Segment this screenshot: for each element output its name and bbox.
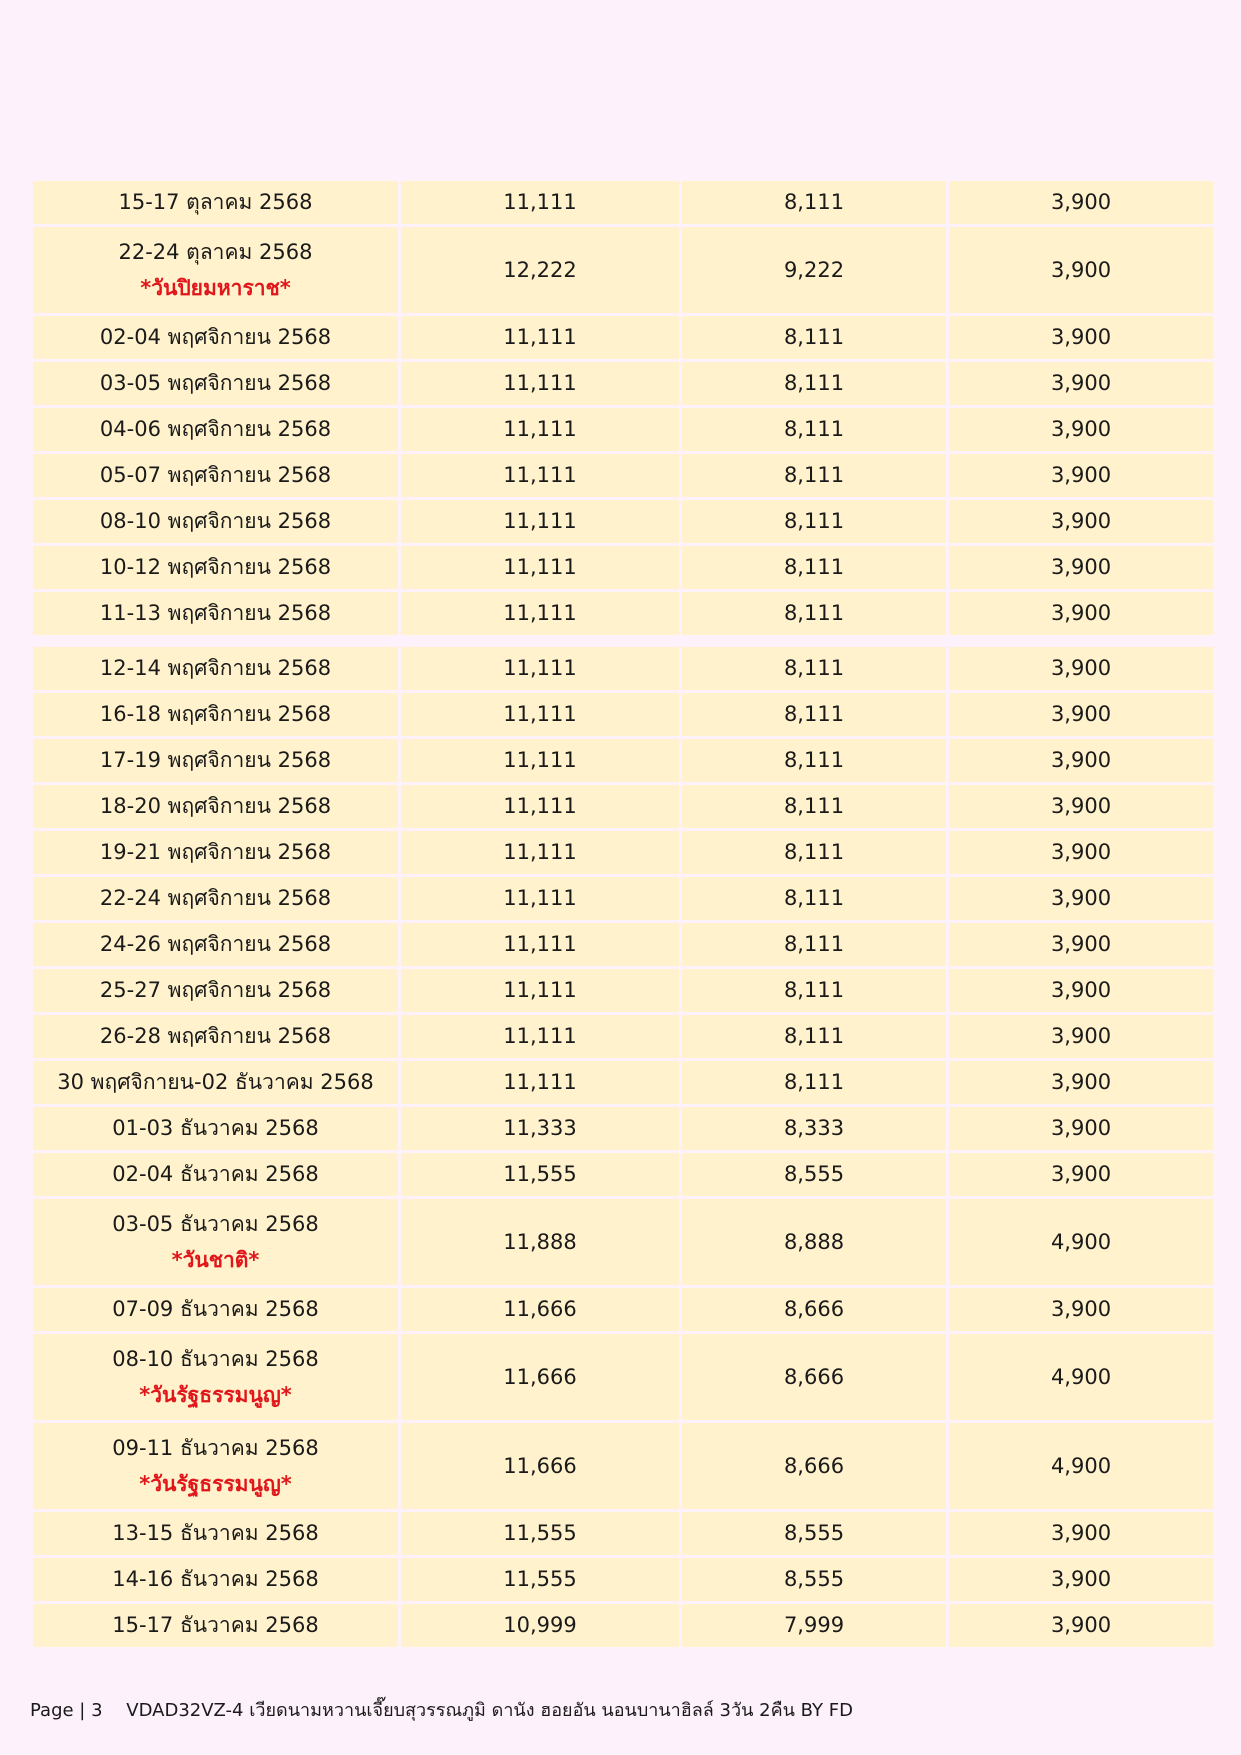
travel-date: 03-05 ธันวาคม 2568 bbox=[112, 1211, 319, 1236]
price-cell-3: 3,900 bbox=[949, 647, 1213, 690]
price-cell-2: 8,111 bbox=[682, 1061, 946, 1104]
price-cell-3: 3,900 bbox=[949, 693, 1213, 736]
price-cell-2: 8,111 bbox=[682, 831, 946, 874]
price-cell-3: 3,900 bbox=[949, 546, 1213, 589]
travel-date: 08-10 พฤศจิกายน 2568 bbox=[99, 509, 332, 534]
price-cell-3: 3,900 bbox=[949, 1288, 1213, 1331]
price-cell-1: 11,111 bbox=[401, 592, 679, 635]
price-cell-3: 3,900 bbox=[949, 1153, 1213, 1196]
price-cell-1: 11,111 bbox=[401, 923, 679, 966]
travel-date: 07-09 ธันวาคม 2568 bbox=[112, 1297, 319, 1322]
price-cell-1: 11,111 bbox=[401, 647, 679, 690]
price-cell-3: 3,900 bbox=[949, 785, 1213, 828]
date-cell bbox=[33, 227, 398, 313]
date-cell bbox=[33, 1061, 398, 1104]
table-row bbox=[33, 1199, 1213, 1285]
price-cell-1: 11,555 bbox=[401, 1512, 679, 1555]
price-cell-3: 4,900 bbox=[949, 1334, 1213, 1420]
table-row bbox=[33, 408, 1213, 451]
table-row bbox=[33, 693, 1213, 736]
table-row bbox=[33, 739, 1213, 782]
price-cell-1: 11,666 bbox=[401, 1334, 679, 1420]
travel-date: 25-27 พฤศจิกายน 2568 bbox=[99, 978, 332, 1003]
table-row bbox=[33, 181, 1213, 224]
price-cell-2: 9,222 bbox=[682, 227, 946, 313]
price-cell-2: 8,111 bbox=[682, 316, 946, 359]
travel-date: 10-12 พฤศจิกายน 2568 bbox=[99, 555, 332, 580]
price-cell-1: 12,222 bbox=[401, 227, 679, 313]
price-cell-1: 11,111 bbox=[401, 969, 679, 1012]
price-cell-3: 3,900 bbox=[949, 1558, 1213, 1601]
price-cell-2: 8,111 bbox=[682, 362, 946, 405]
price-cell-2: 8,111 bbox=[682, 647, 946, 690]
price-cell-1: 11,555 bbox=[401, 1153, 679, 1196]
price-cell-3: 3,900 bbox=[949, 1604, 1213, 1647]
travel-date: 14-16 ธันวาคม 2568 bbox=[112, 1567, 319, 1592]
price-cell-1: 11,111 bbox=[401, 181, 679, 224]
price-cell-1: 11,111 bbox=[401, 316, 679, 359]
price-cell-2: 8,111 bbox=[682, 923, 946, 966]
holiday-label: *วันรัฐธรรมนูญ* bbox=[139, 1472, 292, 1496]
travel-date: 13-15 ธันวาคม 2568 bbox=[112, 1521, 319, 1546]
travel-date: 09-11 ธันวาคม 2568 bbox=[112, 1435, 319, 1460]
page-number: Page | 3 bbox=[30, 1700, 103, 1721]
date-cell bbox=[33, 1423, 398, 1509]
price-cell-3: 3,900 bbox=[949, 1107, 1213, 1150]
price-cell-2: 8,111 bbox=[682, 546, 946, 589]
date-cell bbox=[33, 592, 398, 635]
price-cell-3: 4,900 bbox=[949, 1199, 1213, 1285]
price-table-body bbox=[33, 181, 1213, 1647]
travel-date: 19-21 พฤศจิกายน 2568 bbox=[99, 840, 332, 865]
date-cell bbox=[33, 647, 398, 690]
price-cell-2: 8,666 bbox=[682, 1288, 946, 1331]
price-cell-3: 3,900 bbox=[949, 181, 1213, 224]
price-cell-3: 3,900 bbox=[949, 500, 1213, 543]
travel-date: 30 พฤศจิกายน-02 ธันวาคม 2568 bbox=[57, 1070, 374, 1095]
price-cell-1: 11,666 bbox=[401, 1288, 679, 1331]
table-row bbox=[33, 1423, 1213, 1509]
price-cell-3: 3,900 bbox=[949, 454, 1213, 497]
price-cell-1: 11,666 bbox=[401, 1423, 679, 1509]
price-cell-1: 11,111 bbox=[401, 1015, 679, 1058]
price-cell-2: 7,999 bbox=[682, 1604, 946, 1647]
price-cell-1: 11,111 bbox=[401, 546, 679, 589]
date-cell bbox=[33, 1015, 398, 1058]
price-cell-3: 3,900 bbox=[949, 316, 1213, 359]
table-row bbox=[33, 877, 1213, 920]
date-cell bbox=[33, 316, 398, 359]
date-cell bbox=[33, 1604, 398, 1647]
price-cell-1: 11,333 bbox=[401, 1107, 679, 1150]
price-cell-1: 11,111 bbox=[401, 362, 679, 405]
table-row bbox=[33, 546, 1213, 589]
price-cell-3: 3,900 bbox=[949, 877, 1213, 920]
travel-date: 04-06 พฤศจิกายน 2568 bbox=[99, 417, 332, 442]
date-cell bbox=[33, 408, 398, 451]
travel-date: 22-24 ตุลาคม 2568 bbox=[118, 239, 313, 264]
price-cell-3: 3,900 bbox=[949, 408, 1213, 451]
price-cell-2: 8,555 bbox=[682, 1512, 946, 1555]
date-cell bbox=[33, 1153, 398, 1196]
date-cell bbox=[33, 1199, 398, 1285]
table-row bbox=[33, 1015, 1213, 1058]
date-cell bbox=[33, 1512, 398, 1555]
price-cell-3: 3,900 bbox=[949, 362, 1213, 405]
table-row bbox=[33, 1061, 1213, 1104]
table-row bbox=[33, 1153, 1213, 1196]
date-cell bbox=[33, 785, 398, 828]
separator-cell bbox=[33, 638, 1213, 644]
travel-date: 16-18 พฤศจิกายน 2568 bbox=[99, 702, 332, 727]
date-cell bbox=[33, 877, 398, 920]
table-row bbox=[33, 647, 1213, 690]
price-table bbox=[30, 178, 1216, 1650]
date-cell bbox=[33, 362, 398, 405]
date-cell bbox=[33, 831, 398, 874]
price-cell-2: 8,111 bbox=[682, 877, 946, 920]
price-cell-2: 8,888 bbox=[682, 1199, 946, 1285]
date-cell bbox=[33, 693, 398, 736]
price-cell-1: 11,555 bbox=[401, 1558, 679, 1601]
table-row bbox=[33, 1107, 1213, 1150]
price-cell-3: 3,900 bbox=[949, 831, 1213, 874]
price-cell-1: 11,111 bbox=[401, 877, 679, 920]
price-cell-3: 3,900 bbox=[949, 592, 1213, 635]
travel-date: 08-10 ธันวาคม 2568 bbox=[112, 1346, 319, 1371]
table-row bbox=[33, 362, 1213, 405]
price-cell-2: 8,111 bbox=[682, 739, 946, 782]
travel-date: 15-17 ธันวาคม 2568 bbox=[112, 1613, 319, 1638]
price-cell-3: 4,900 bbox=[949, 1423, 1213, 1509]
price-cell-1: 11,111 bbox=[401, 454, 679, 497]
date-cell bbox=[33, 1334, 398, 1420]
table-row bbox=[33, 969, 1213, 1012]
price-cell-3: 3,900 bbox=[949, 227, 1213, 313]
table-row bbox=[33, 1288, 1213, 1331]
table-row bbox=[33, 227, 1213, 313]
table-row bbox=[33, 1604, 1213, 1647]
holiday-label: *วันปิยมหาราช* bbox=[140, 276, 291, 300]
holiday-label: *วันรัฐธรรมนูญ* bbox=[139, 1383, 292, 1407]
travel-date: 22-24 พฤศจิกายน 2568 bbox=[99, 886, 332, 911]
travel-date: 26-28 พฤศจิกายน 2568 bbox=[99, 1024, 332, 1049]
price-cell-2: 8,111 bbox=[682, 592, 946, 635]
travel-date: 18-20 พฤศจิกายน 2568 bbox=[99, 794, 332, 819]
travel-date: 02-04 ธันวาคม 2568 bbox=[112, 1162, 319, 1187]
travel-date: 01-03 ธันวาคม 2568 bbox=[112, 1116, 319, 1141]
price-cell-1: 11,111 bbox=[401, 408, 679, 451]
price-cell-3: 3,900 bbox=[949, 1061, 1213, 1104]
price-cell-1: 11,111 bbox=[401, 739, 679, 782]
price-cell-2: 8,111 bbox=[682, 181, 946, 224]
price-cell-2: 8,666 bbox=[682, 1334, 946, 1420]
price-cell-3: 3,900 bbox=[949, 739, 1213, 782]
date-cell bbox=[33, 1107, 398, 1150]
price-cell-2: 8,111 bbox=[682, 693, 946, 736]
table-row bbox=[33, 1334, 1213, 1420]
price-cell-2: 8,111 bbox=[682, 1015, 946, 1058]
price-cell-2: 8,333 bbox=[682, 1107, 946, 1150]
date-cell bbox=[33, 181, 398, 224]
date-cell bbox=[33, 500, 398, 543]
price-table-container bbox=[30, 178, 1212, 1650]
price-cell-3: 3,900 bbox=[949, 969, 1213, 1012]
date-cell bbox=[33, 969, 398, 1012]
travel-date: 03-05 พฤศจิกายน 2568 bbox=[99, 371, 332, 396]
price-cell-2: 8,111 bbox=[682, 500, 946, 543]
date-cell bbox=[33, 546, 398, 589]
price-cell-2: 8,666 bbox=[682, 1423, 946, 1509]
price-cell-1: 11,111 bbox=[401, 693, 679, 736]
date-cell bbox=[33, 1288, 398, 1331]
date-cell bbox=[33, 1558, 398, 1601]
price-cell-1: 11,111 bbox=[401, 831, 679, 874]
table-row bbox=[33, 500, 1213, 543]
price-cell-2: 8,555 bbox=[682, 1558, 946, 1601]
travel-date: 12-14 พฤศจิกายน 2568 bbox=[99, 656, 332, 681]
table-row bbox=[33, 1558, 1213, 1601]
table-row bbox=[33, 1512, 1213, 1555]
travel-date: 02-04 พฤศจิกายน 2568 bbox=[99, 325, 332, 350]
table-row bbox=[33, 454, 1213, 497]
price-cell-2: 8,111 bbox=[682, 408, 946, 451]
travel-date: 15-17 ตุลาคม 2568 bbox=[118, 190, 313, 215]
holiday-label: *วันชาติ* bbox=[171, 1248, 260, 1272]
price-cell-2: 8,555 bbox=[682, 1153, 946, 1196]
travel-date: 17-19 พฤศจิกายน 2568 bbox=[99, 748, 332, 773]
row-separator bbox=[33, 638, 1213, 644]
date-cell bbox=[33, 454, 398, 497]
price-cell-1: 11,111 bbox=[401, 500, 679, 543]
page-footer bbox=[30, 1695, 871, 1724]
price-cell-1: 11,111 bbox=[401, 785, 679, 828]
price-cell-2: 8,111 bbox=[682, 785, 946, 828]
date-cell bbox=[33, 923, 398, 966]
table-row bbox=[33, 923, 1213, 966]
table-row bbox=[33, 592, 1213, 635]
price-cell-1: 11,111 bbox=[401, 1061, 679, 1104]
table-row bbox=[33, 785, 1213, 828]
table-row bbox=[33, 316, 1213, 359]
footer-text: VDAD32VZ-4 เวียดนามหวานเจี๊ยบสุวรรณภูมิ ดานัง ฮอยอัน นอนบานาฮิลล์ 3วัน 2คืน BY FD bbox=[126, 1700, 853, 1721]
travel-date: 05-07 พฤศจิกายน 2568 bbox=[99, 463, 332, 488]
price-cell-2: 8,111 bbox=[682, 969, 946, 1012]
price-cell-1: 11,888 bbox=[401, 1199, 679, 1285]
date-cell bbox=[33, 739, 398, 782]
price-cell-1: 10,999 bbox=[401, 1604, 679, 1647]
price-cell-3: 3,900 bbox=[949, 1015, 1213, 1058]
price-cell-2: 8,111 bbox=[682, 454, 946, 497]
price-cell-3: 3,900 bbox=[949, 923, 1213, 966]
travel-date: 24-26 พฤศจิกายน 2568 bbox=[99, 932, 332, 957]
travel-date: 11-13 พฤศจิกายน 2568 bbox=[99, 601, 332, 626]
price-cell-3: 3,900 bbox=[949, 1512, 1213, 1555]
table-row bbox=[33, 831, 1213, 874]
